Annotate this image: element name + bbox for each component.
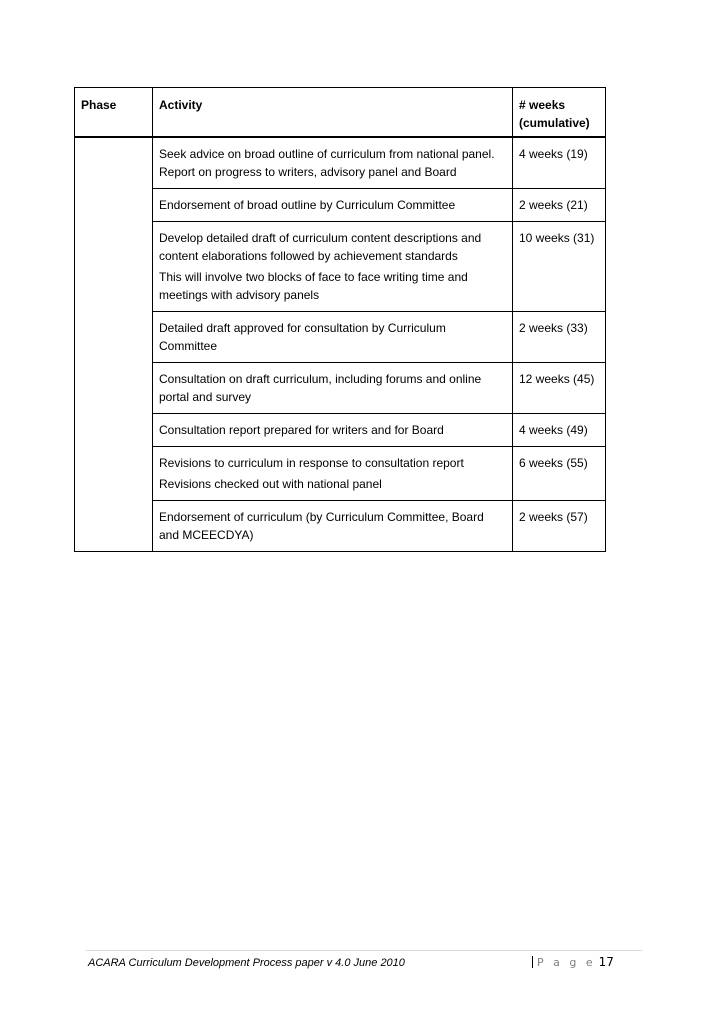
activity-text: Develop detailed draft of curriculum content descriptions and content elaborations followed by achievement standards: [159, 231, 482, 263]
page-separator: [532, 956, 533, 968]
activity-cell: [153, 189, 513, 222]
weeks-cell: 10 weeks (31): [513, 222, 606, 312]
table-row: [75, 189, 606, 222]
phase-header: Phase: [75, 88, 153, 138]
weeks-header-line2: (cumulative): [519, 116, 590, 130]
activity-text: Endorsement of curriculum (by Curriculum Committee, Board and MCEECDYA): [159, 510, 484, 542]
footer-divider: [86, 950, 642, 951]
page-number: 17: [598, 955, 614, 969]
weeks-cell: 2 weeks (21): [513, 189, 606, 222]
table-row: [75, 363, 606, 414]
weeks-cell: 4 weeks (19): [513, 137, 606, 189]
weeks-cell: 2 weeks (33): [513, 312, 606, 363]
footer-document-title: ACARA Curriculum Development Process paper v 4.0 June 2010: [88, 957, 405, 969]
weeks-header: [513, 88, 606, 138]
weeks-header-line1: # weeks: [519, 98, 566, 112]
activity-text: Detailed draft approved for consultation by Curriculum Committee: [159, 321, 446, 353]
activity-text: Report on progress to writers, advisory panel and Board: [159, 165, 457, 179]
activity-header: Activity: [153, 88, 513, 138]
table-row: [75, 414, 606, 447]
activity-text: Seek advice on broad outline of curriculum from national panel.: [159, 147, 495, 161]
weeks-cell: 6 weeks (55): [513, 447, 606, 501]
activity-cell: [153, 447, 513, 501]
activity-cell: [153, 137, 513, 189]
page-label: P a g e: [537, 956, 596, 969]
footer-page-indicator: [532, 955, 614, 969]
phase-cell: [75, 137, 153, 552]
weeks-cell: 2 weeks (57): [513, 501, 606, 552]
activity-cell: [153, 501, 513, 552]
schedule-table: [74, 87, 606, 552]
table-header-row: [75, 88, 606, 138]
activity-text: Revisions checked out with national panel: [159, 477, 382, 491]
table-row: [75, 447, 606, 501]
activity-text: Revisions to curriculum in response to consultation report: [159, 456, 464, 470]
weeks-cell: 4 weeks (49): [513, 414, 606, 447]
table-row: [75, 222, 606, 312]
table-row: [75, 312, 606, 363]
activity-cell: [153, 414, 513, 447]
activity-cell: [153, 363, 513, 414]
activity-text: This will involve two blocks of face to face writing time and meetings with advisory panels: [159, 270, 468, 302]
activity-cell: [153, 222, 513, 312]
activity-cell: [153, 312, 513, 363]
activity-text: Endorsement of broad outline by Curriculum Committee: [159, 198, 456, 212]
table-row: [75, 501, 606, 552]
table-row: [75, 137, 606, 189]
activity-text: Consultation on draft curriculum, including forums and online portal and survey: [159, 372, 482, 404]
weeks-cell: 12 weeks (45): [513, 363, 606, 414]
activity-text: Consultation report prepared for writers and for Board: [159, 423, 444, 437]
